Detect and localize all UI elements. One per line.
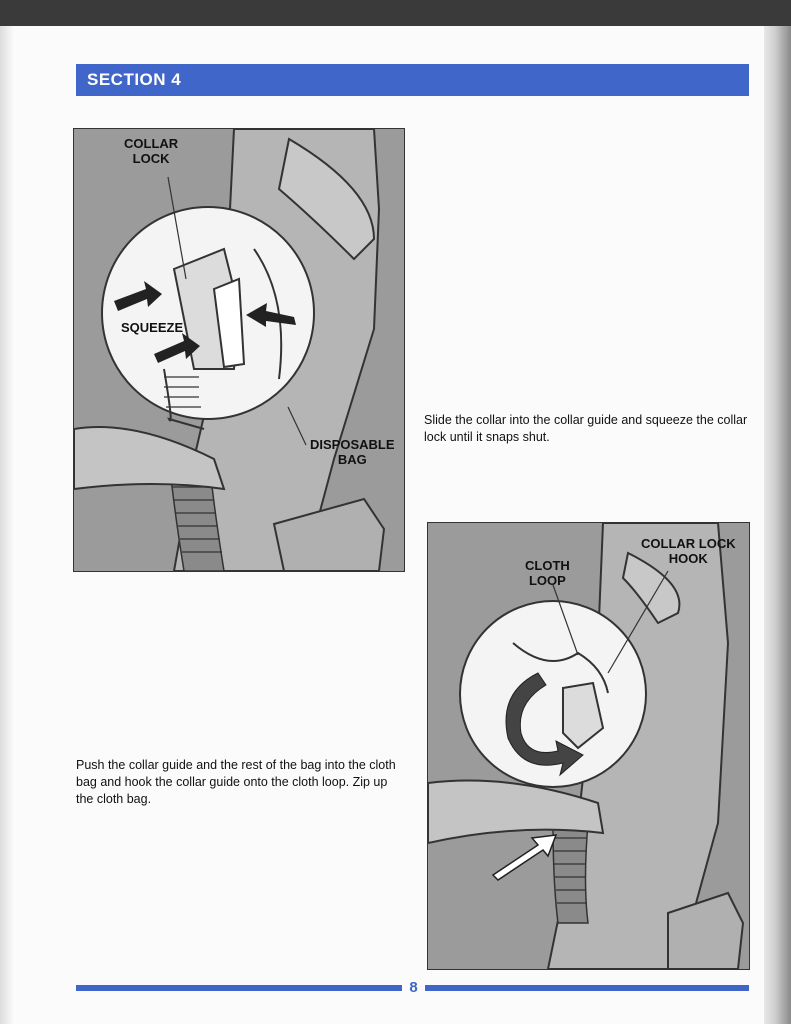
callout-collar-lock: COLLAR LOCK: [124, 136, 179, 166]
callout-collar-lock-hook: COLLAR LOCK HOOK: [641, 536, 736, 566]
callout-cloth-loop: CLOTH LOOP: [525, 558, 570, 588]
footer-rule-left: [76, 985, 402, 991]
illustration-collar-lock: [73, 128, 405, 572]
callout-squeeze: SQUEEZE: [121, 320, 184, 335]
illustration-collar-lock-hook: [427, 522, 750, 970]
illustration-collar-lock-drawing: [74, 129, 404, 571]
instruction-step-2: Push the collar guide and the rest of the bag into the cloth bag and hook the collar guide onto the cloth loop. Zip up the cloth bag.: [76, 757, 396, 806]
section-header-bar: [76, 64, 749, 96]
callout-disposable-bag: DISPOSABLE BAG: [310, 437, 395, 467]
section-title: SECTION 4: [87, 70, 182, 89]
page-gutter-shadow: [0, 26, 14, 1024]
illustration-collar-lock-hook-drawing: [428, 523, 749, 969]
page-number: 8: [409, 979, 418, 996]
page-edge-shadow: [764, 26, 791, 1024]
footer-rule-right: [425, 985, 749, 991]
instruction-step-1: Slide the collar into the collar guide and squeeze the collar lock until it snaps shut.: [424, 412, 748, 444]
